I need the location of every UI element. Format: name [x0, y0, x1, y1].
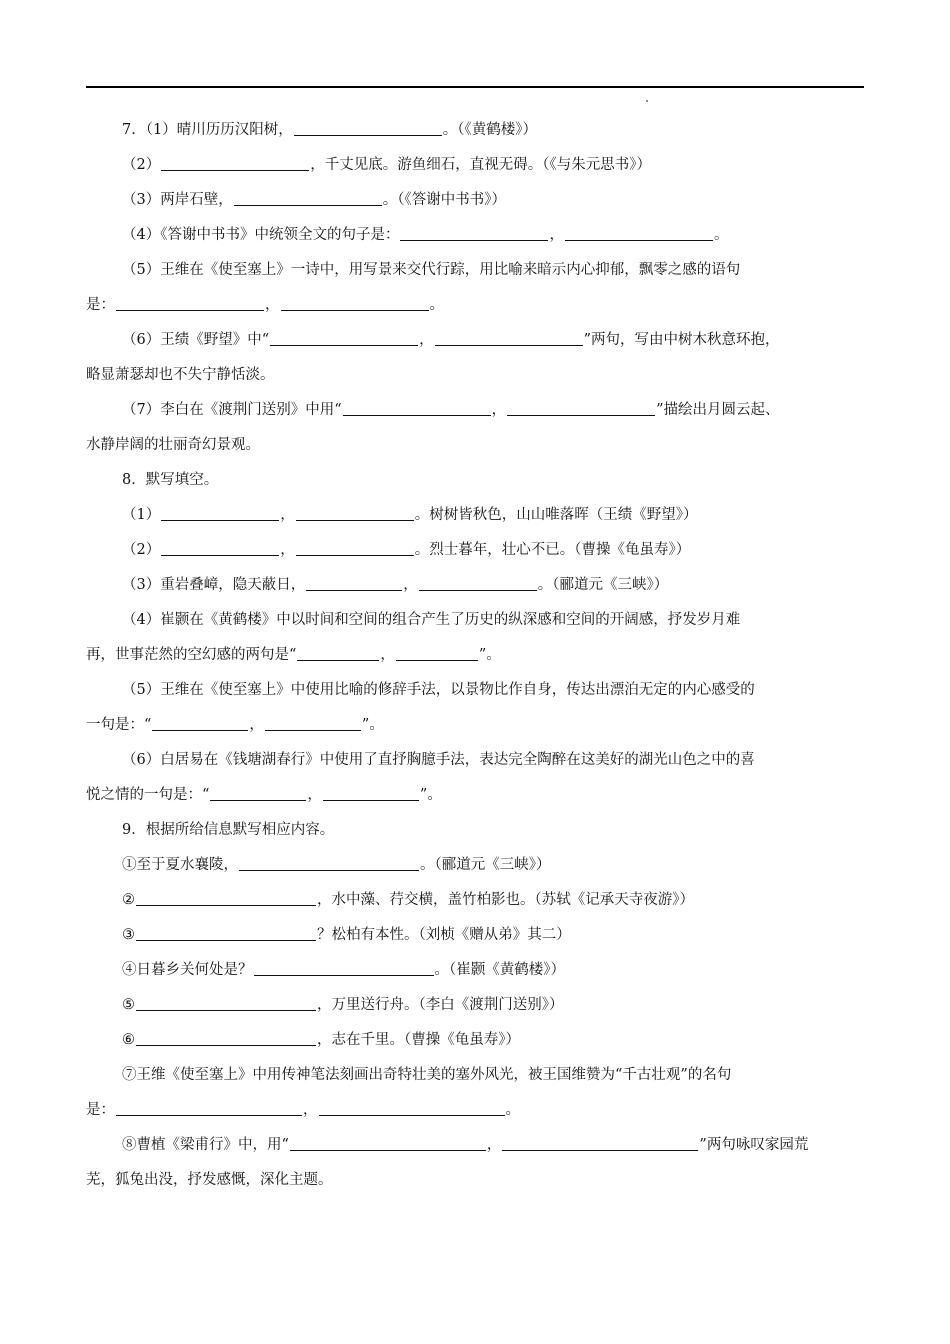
q8-item-1: （1） ， 。树树皆秋色，山山唯落晖（王绩《野望》）: [86, 498, 864, 533]
header-rule: [86, 86, 864, 88]
answer-blank[interactable]: [136, 888, 316, 906]
answer-blank[interactable]: [507, 398, 655, 416]
q7-item-6: （6）王绩《野望》中“ ， ”两句，写由中树木秋意环抱，: [86, 323, 864, 358]
answer-blank[interactable]: [319, 1098, 505, 1116]
answer-blank[interactable]: [343, 398, 491, 416]
worksheet: [86, 113, 864, 1198]
q9-item-2: ② ，水中藻、荇交横，盖竹柏影也。（苏轼《记承天寺夜游》）: [86, 883, 864, 918]
answer-blank[interactable]: [565, 223, 713, 241]
answer-blank[interactable]: [502, 1133, 698, 1151]
answer-blank[interactable]: [270, 328, 418, 346]
q9-title: 9．根据所给信息默写相应内容。: [122, 822, 335, 838]
q9-item-3: ③ ？松柏有本性。（刘桢《赠从弟》其二）: [86, 918, 864, 953]
q9-item-8-cont: 芜，狐兔出没，抒发感慨，深化主题。: [86, 1172, 333, 1188]
answer-blank[interactable]: [297, 643, 379, 661]
answer-blank[interactable]: [435, 328, 583, 346]
answer-blank[interactable]: [239, 853, 419, 871]
q9-item-5: ⑤ ，万里送行舟。（李白《渡荆门送别》）: [86, 988, 864, 1023]
q8-item-5-cont: 一句是：“ ， ”。: [86, 708, 864, 743]
answer-blank[interactable]: [152, 713, 248, 731]
answer-blank[interactable]: [254, 958, 434, 976]
q7-item-4: （4）《答谢中书书》中统领全文的句子是： ， 。: [86, 218, 864, 253]
q7-item-5: （5）王维在《使至塞上》一诗中，用写景来交代行踪，用比喻来暗示内心抑郁，飘零之感的语句: [122, 262, 741, 278]
q9-item-6: ⑥ ，志在千里。（曹操《龟虽寿》）: [86, 1023, 864, 1058]
answer-blank[interactable]: [161, 153, 309, 171]
q7-item-1: 7．（1）晴川历历汉阳树， 。（《黄鹤楼》）: [86, 113, 864, 148]
q8-item-4: （4）崔颢在《黄鹤楼》中以时间和空间的组合产生了历史的纵深感和空间的开阔感，抒发岁月难: [122, 612, 741, 628]
q7-item-7: （7）李白在《渡荆门送别》中用“ ， ”描绘出月圆云起、: [86, 393, 864, 428]
answer-blank[interactable]: [161, 503, 279, 521]
q7-item-5-cont: 是： ， 。: [86, 288, 864, 323]
answer-blank[interactable]: [419, 573, 537, 591]
q9-item-8: ⑧曹植《梁甫行》中，用“ ， ”两句咏叹家园荒: [86, 1128, 864, 1163]
answer-blank[interactable]: [161, 538, 279, 556]
answer-blank[interactable]: [396, 643, 478, 661]
q9-item-4: ④日暮乡关何处是？ 。（崔颢《黄鹤楼》）: [86, 953, 864, 988]
q9-item-7-cont: 是： ， 。: [86, 1093, 864, 1128]
answer-blank[interactable]: [234, 188, 382, 206]
answer-blank[interactable]: [116, 1098, 302, 1116]
answer-blank[interactable]: [306, 573, 402, 591]
answer-blank[interactable]: [294, 118, 442, 136]
answer-blank[interactable]: [323, 783, 419, 801]
q8-item-4-cont: 再，世事茫然的空幻感的两句是“ ， ”。: [86, 638, 864, 673]
speck: [646, 100, 648, 102]
q7-item-3: （3）两岸石壁， 。（《答谢中书书》）: [86, 183, 864, 218]
answer-blank[interactable]: [265, 713, 361, 731]
q8-item-5: （5）王维在《使至塞上》中使用比喻的修辞手法，以景物比作自身，传达出漂泊无定的内心感受的: [122, 682, 755, 698]
q7-item-7-cont: 水静岸阔的壮丽奇幻景观。: [86, 437, 260, 453]
q8-item-6-cont: 悦之情的一句是：“ ， ”。: [86, 778, 864, 813]
q8-title: 8．默写填空。: [122, 472, 219, 488]
answer-blank[interactable]: [116, 293, 264, 311]
answer-blank[interactable]: [281, 293, 429, 311]
q7-item-2: （2） ，千丈见底。游鱼细石，直视无碍。（《与朱元思书》）: [86, 148, 864, 183]
answer-blank[interactable]: [400, 223, 548, 241]
answer-blank[interactable]: [290, 1133, 486, 1151]
q9-item-1: ①至于夏水襄陵， 。（郦道元《三峡》）: [86, 848, 864, 883]
q7-item-6-cont: 略显萧瑟却也不失宁静恬淡。: [86, 367, 275, 383]
answer-blank[interactable]: [136, 1028, 316, 1046]
answer-blank[interactable]: [296, 503, 414, 521]
answer-blank[interactable]: [210, 783, 306, 801]
q9-item-7: ⑦王维《使至塞上》中用传神笔法刻画出奇特壮美的塞外风光，被王国维赞为“千古壮观”的名句: [122, 1067, 732, 1083]
answer-blank[interactable]: [136, 923, 316, 941]
answer-blank[interactable]: [296, 538, 414, 556]
q8-item-6: （6）白居易在《钱塘湖春行》中使用了直抒胸臆手法，表达完全陶醉在这美好的湖光山色之中的喜: [122, 752, 755, 768]
answer-blank[interactable]: [136, 993, 316, 1011]
q8-item-3: （3）重岩叠嶂，隐天蔽日， ， 。（郦道元《三峡》）: [86, 568, 864, 603]
q8-item-2: （2） ， 。烈士暮年，壮心不已。（曹操《龟虽寿》）: [86, 533, 864, 568]
